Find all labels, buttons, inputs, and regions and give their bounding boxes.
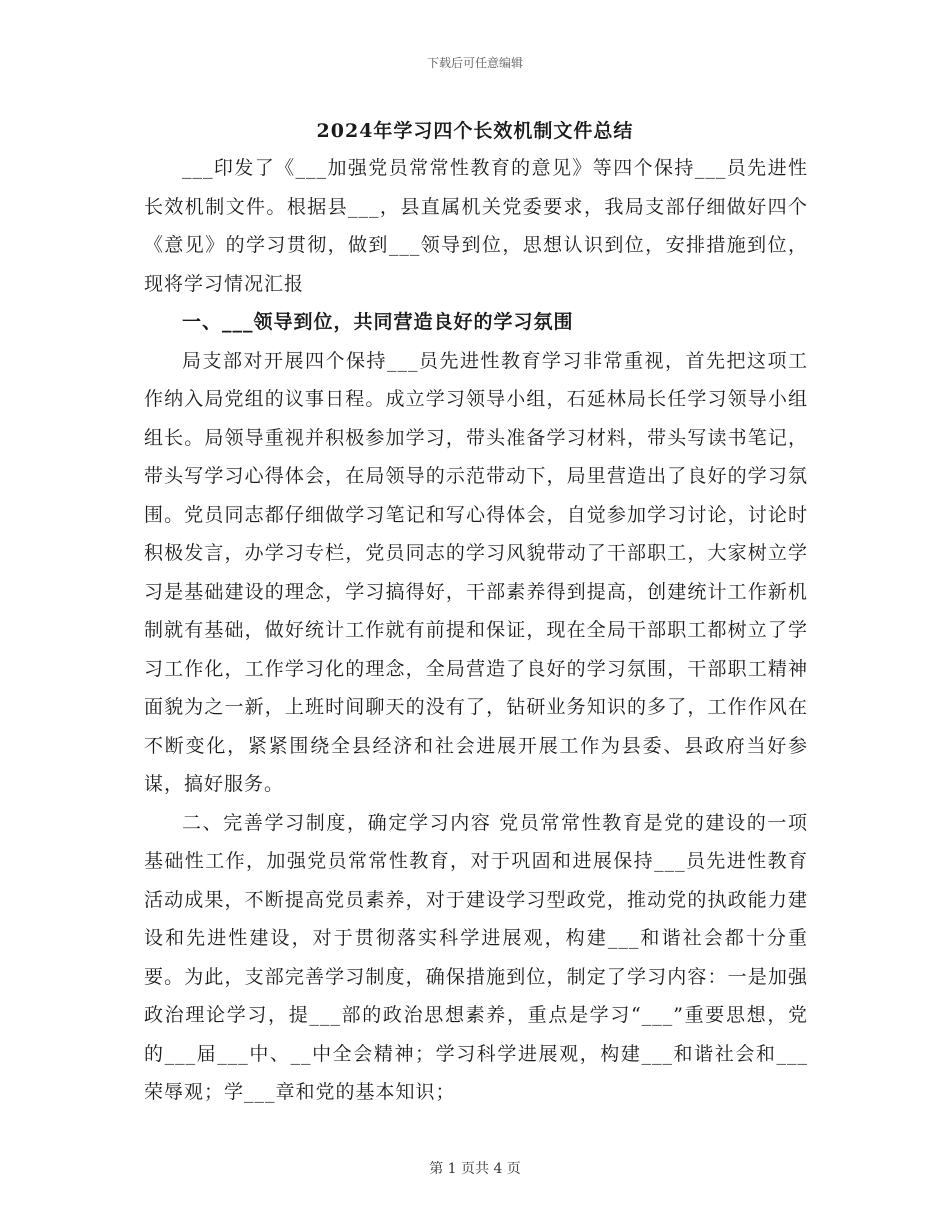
section-2-paragraph: 二、完善学习制度，确定学习内容 党员常常性教育是党的建设的一项基础性工作，加强党员常常性教育，对于巩固和进展保持___员先进性教育活动成果，不断提高党员素养，对于建设学习型政党，推动党的执政能力建设和先进性建设，对于贯彻落实科学进展观，构建___和谐社会都十分重要。为此，支部完善学习制度，确保措施到位，制定了学习内容：一是加强政治理论学习，提___部的政治思想素养，重点是学习“___”重要思想，党的___届___中、__中全会精神；学习科学进展观，构建___和谐社会和___荣辱观；学___章和党的基本知识； xyxy=(144,811,808,1103)
page-footer: 第 1 页共 4 页 xyxy=(429,1161,521,1177)
section-heading-1: 一、___领导到位，共同营造良好的学习氛围 xyxy=(182,311,574,333)
header-note: 下载后可任意编辑 xyxy=(426,56,523,70)
section-1-paragraph: 局支部对开展四个保持___员先进性教育学习非常重视，首先把这项工作纳入局党组的议事日程。成立学习领导小组，石延林局长任学习领导小组组长。局领导重视并积极参加学习，带头准备学习材料，带头写读书笔记，带头写学习心得体会，在局领导的示范带动下，局里营造出了良好的学习氛围。党员同志都仔细做学习笔记和写心得体会，自觉参加学习讨论，讨论时积极发言，办学习专栏，党员同志的学习风貌带动了干部职工，大家树立学习是基础建设的理念，学习搞得好，干部素养得到提高，创建统计工作新机制就有基础，做好统计工作就有前提和保证，现在全局干部职工都树立了学习工作化，工作学习化的理念，全局营造了良好的学习氛围，干部职工精神面貌为之一新，上班时间聊天的没有了，钻研业务知识的多了，工作作风在不断变化，紧紧围绕全县经济和社会进展开展工作为县委、县政府当好参谋，搞好服务。 xyxy=(144,349,808,795)
intro-paragraph: ___印发了《___加强党员常常性教育的意见》等四个保持___员先进性长效机制文件。根据县___，县直属机关党委要求，我局支部仔细做好四个《意见》的学习贯彻，做到___领导到位，思想认识到位，安排措施到位，现将学习情况汇报 xyxy=(144,157,808,295)
document-title: 2024年学习四个长效机制文件总结 xyxy=(316,120,634,142)
document-body xyxy=(144,149,808,1112)
